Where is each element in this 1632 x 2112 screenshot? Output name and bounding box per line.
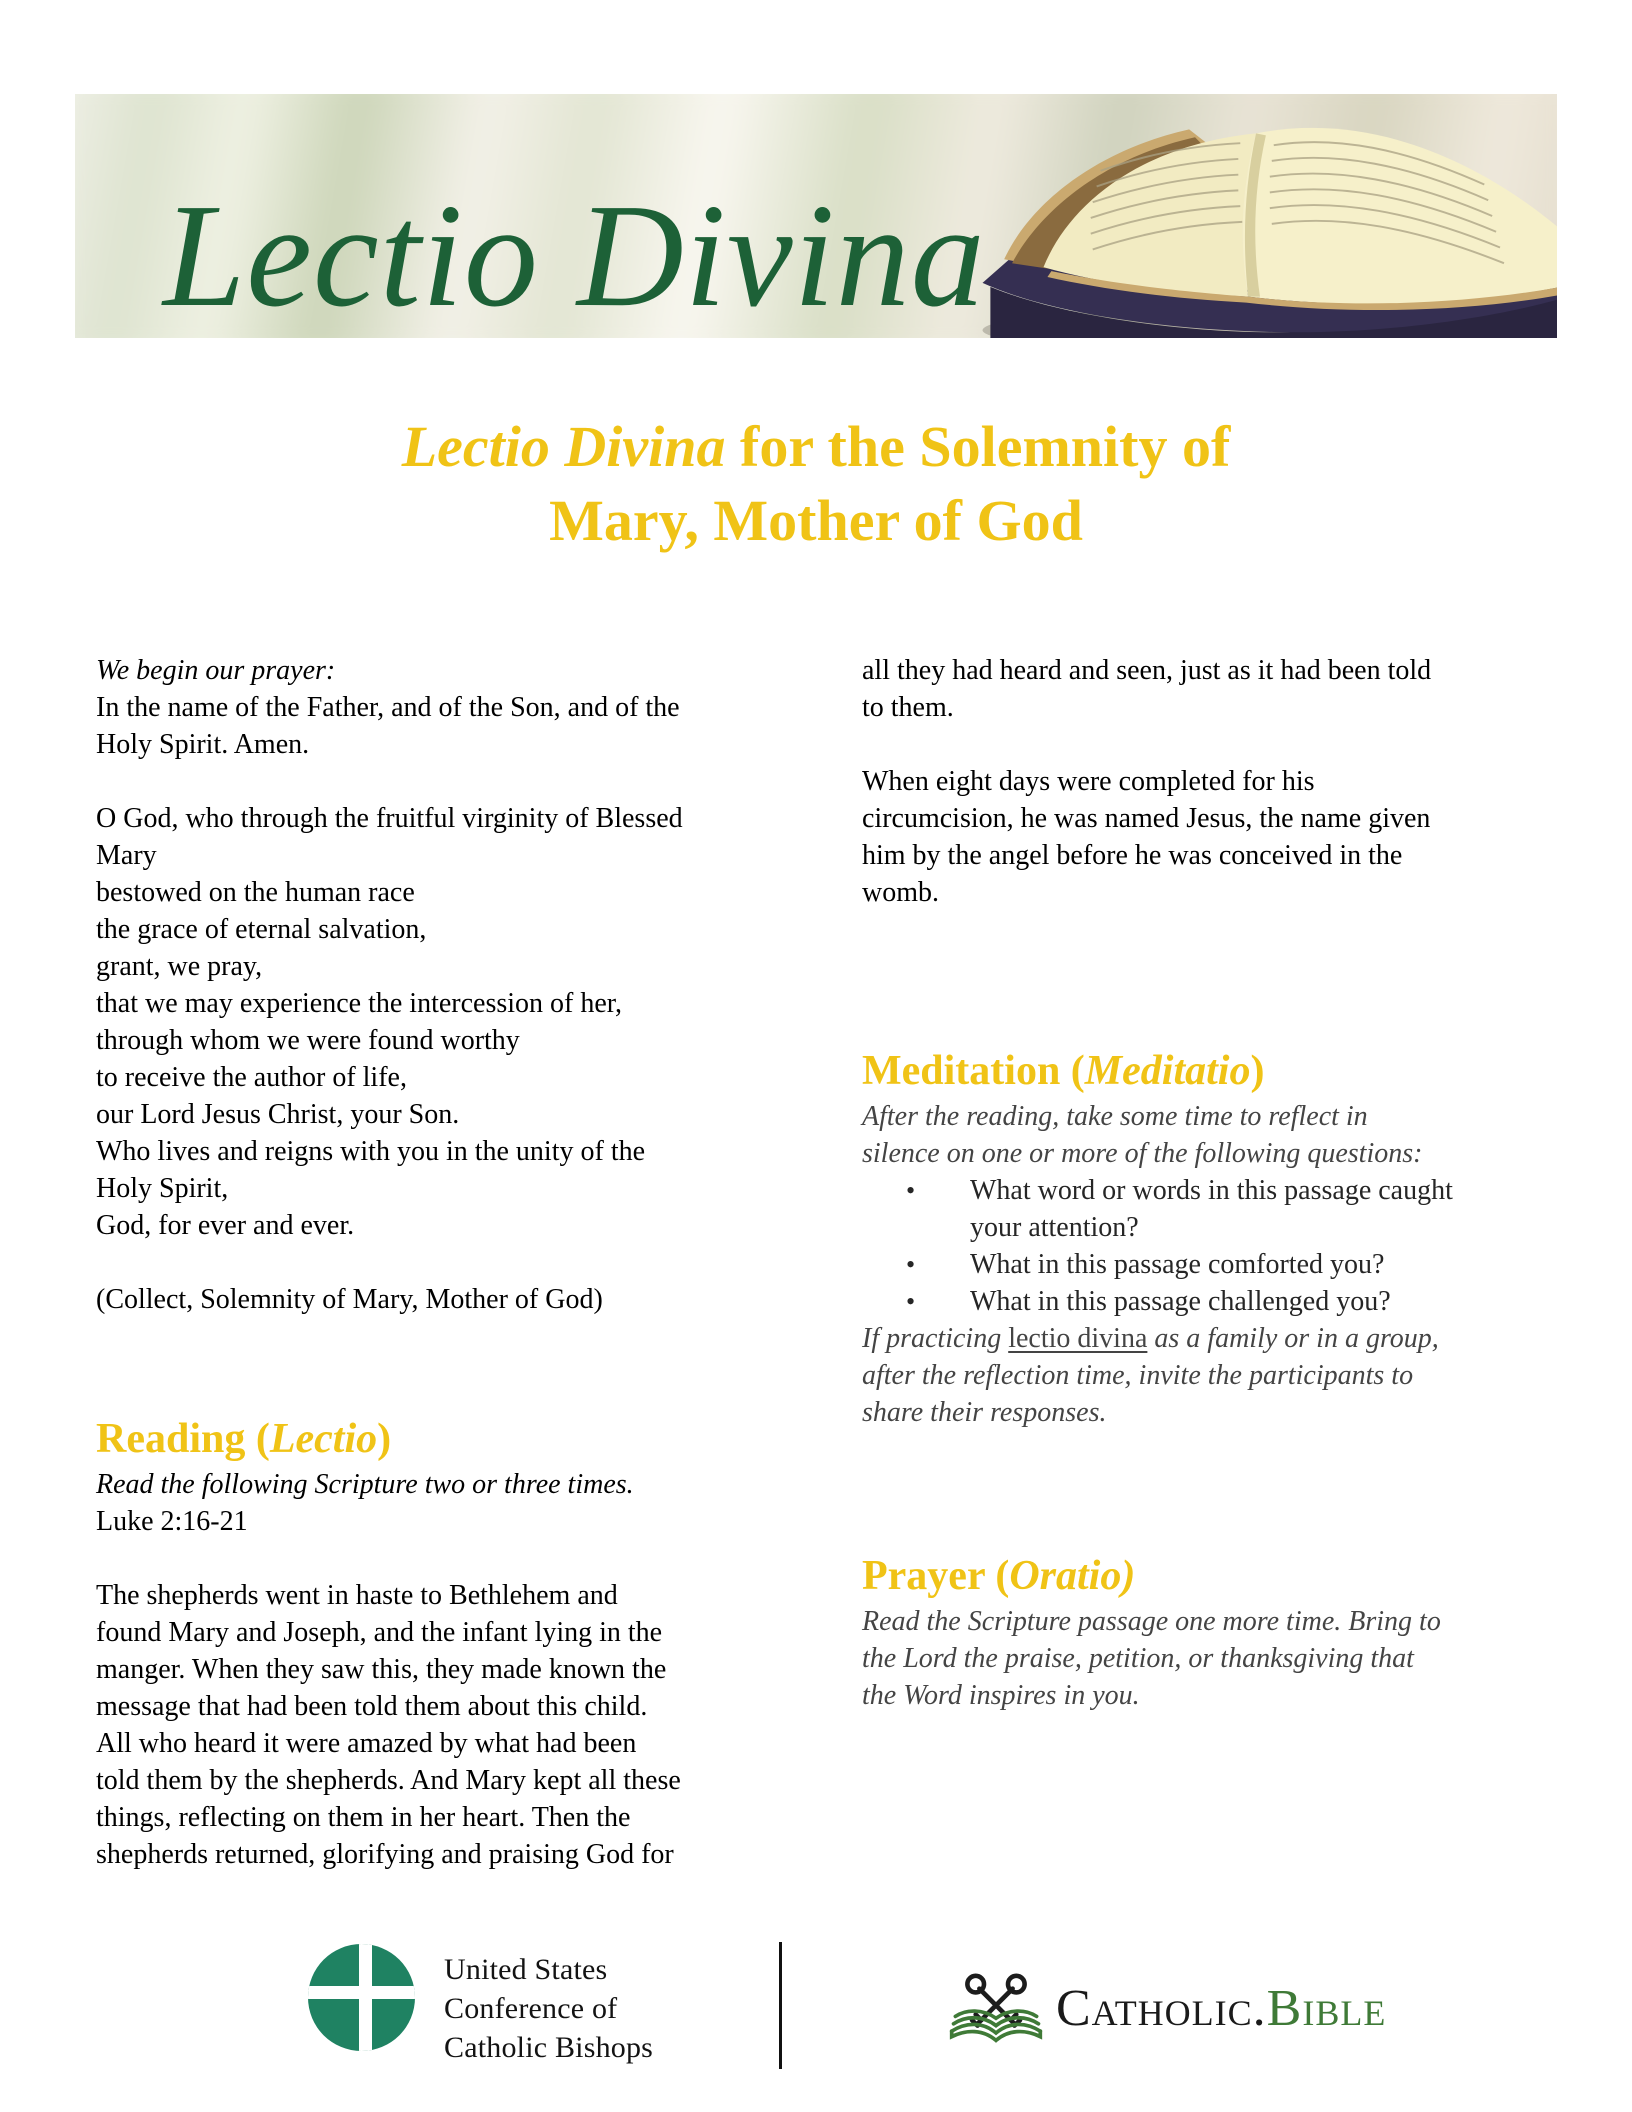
meditation-heading-suffix: ) — [1250, 1048, 1265, 1094]
usccb-line: United States — [444, 1953, 608, 1986]
blank-line — [96, 1540, 796, 1577]
bullet-text — [970, 1283, 1562, 1320]
meditation-bullet-item — [862, 1172, 1562, 1246]
prayer-heading — [862, 1551, 1562, 1601]
page-title-line1 — [0, 410, 1632, 484]
reading-line: all they had heard and seen, just as it had been told — [862, 655, 1432, 686]
reading-line: circumcision, he was named Jesus, the name given — [862, 803, 1431, 834]
prayer-intro: We begin our prayer: — [96, 655, 336, 686]
usccb-wordmark — [444, 1950, 653, 2067]
prayer-line: Holy Spirit. Amen. — [96, 729, 310, 760]
catholic-bible-logo — [948, 1964, 1386, 2054]
bullet-line: What word or words in this passage caught — [970, 1175, 1453, 1206]
prayer-body-line: the Lord the praise, petition, or thanksgiving that — [862, 1643, 1414, 1674]
group-note-underlined-term: lectio divina — [1008, 1323, 1148, 1354]
meditation-intro-line: After the reading, take some time to reflect in — [862, 1101, 1368, 1132]
page-title-italic: Lectio Divina — [401, 414, 726, 479]
bullet-icon: • — [906, 1250, 916, 1279]
collect-line: Mary — [96, 840, 157, 871]
bullet-text — [970, 1246, 1562, 1283]
bullet-line: What in this passage comforted you? — [970, 1249, 1385, 1280]
usccb-cross-circle-icon — [308, 1944, 415, 2051]
collect-source-note: (Collect, Solemnity of Mary, Mother of God) — [96, 1284, 603, 1315]
collect-line: bestowed on the human race — [96, 877, 415, 908]
group-note-line — [862, 1320, 1562, 1357]
reading-line: told them by the shepherds. And Mary kept all these — [96, 1765, 681, 1796]
reading-heading-latin: Lectio — [269, 1416, 378, 1462]
collect-line: our Lord Jesus Christ, your Son. — [96, 1099, 460, 1130]
reading-line: found Mary and Joseph, and the infant lying in the — [96, 1617, 663, 1648]
banner-wordmark: Lectio Divina — [163, 174, 986, 338]
catholic-wordpart: Catholic. — [1056, 1980, 1267, 2037]
reading-line: All who heard it were amazed by what had been — [96, 1728, 637, 1759]
open-bible-photo — [951, 94, 1557, 338]
page-title-line2: Mary, Mother of God — [549, 488, 1083, 553]
footer-divider — [779, 1942, 782, 2069]
bullet-line: your attention? — [970, 1212, 1139, 1243]
meditation-heading — [862, 1046, 1562, 1096]
cross-horizontal-bar — [308, 1986, 415, 1999]
group-note-line: share their responses. — [862, 1397, 1107, 1428]
page-title-rest: for the Solemnity of — [725, 414, 1231, 479]
left-column — [96, 652, 796, 1873]
blank-line — [862, 726, 1562, 763]
group-note-line: after the reflection time, invite the participants to — [862, 1360, 1414, 1391]
bible-wordpart: Bible — [1266, 1980, 1387, 2037]
meditation-bullet-item — [862, 1283, 1562, 1320]
reading-heading-suffix: ) — [377, 1416, 392, 1462]
reading-heading — [96, 1414, 796, 1464]
prayer-body-line: Read the Scripture passage one more time. Bring to — [862, 1606, 1441, 1637]
right-column — [862, 652, 1562, 1714]
collect-line: Holy Spirit, — [96, 1173, 229, 1204]
prayer-heading-latin: Oratio) — [1009, 1553, 1136, 1599]
meditation-bullet-item — [862, 1246, 1562, 1283]
book-and-keys-icon — [948, 1968, 1044, 2050]
collect-line: grant, we pray, — [96, 951, 263, 982]
reading-line: him by the angel before he was conceived in the — [862, 840, 1403, 871]
usccb-line: Catholic Bishops — [444, 2031, 654, 2064]
collect-line: Who lives and reigns with you in the unity of the — [96, 1136, 646, 1167]
bullet-line: What in this passage challenged you? — [970, 1286, 1391, 1317]
group-note-pre: If practicing — [862, 1323, 1009, 1354]
collect-line: to receive the author of life, — [96, 1062, 407, 1093]
bullet-icon: • — [906, 1287, 916, 1316]
reading-line: When eight days were completed for his — [862, 766, 1315, 797]
usccb-line: Conference of — [444, 1992, 618, 2025]
reading-line: womb. — [862, 877, 939, 908]
bullet-text — [970, 1172, 1562, 1246]
collect-line: God, for ever and ever. — [96, 1210, 355, 1241]
prayer-body-line: the Word inspires in you. — [862, 1680, 1140, 1711]
scripture-reference: Luke 2:16-21 — [96, 1506, 248, 1537]
reading-heading-prefix: Reading ( — [96, 1416, 270, 1462]
prayer-line: In the name of the Father, and of the Son, and of the — [96, 692, 680, 723]
collect-line: through whom we were found worthy — [96, 1025, 520, 1056]
bullet-icon: • — [906, 1176, 916, 1205]
blank-line — [96, 1244, 796, 1281]
prayer-heading-prefix: Prayer ( — [862, 1553, 1010, 1599]
header-banner — [75, 94, 1557, 338]
collect-line: the grace of eternal salvation, — [96, 914, 427, 945]
meditation-heading-latin: Meditatio — [1084, 1048, 1251, 1094]
catholic-bible-wordmark — [1056, 1964, 1386, 2054]
reading-line: message that had been told them about this child. — [96, 1691, 648, 1722]
reading-instruction: Read the following Scripture two or three times. — [96, 1469, 634, 1500]
reading-line: to them. — [862, 692, 954, 723]
group-note-post: as a family or in a group, — [1147, 1323, 1439, 1354]
meditation-intro-line: silence on one or more of the following questions: — [862, 1138, 1423, 1169]
reading-line: manger. When they saw this, they made known the — [96, 1654, 667, 1685]
reading-line: things, reflecting on them in her heart. Then the — [96, 1802, 631, 1833]
blank-line — [96, 763, 796, 800]
collect-line: that we may experience the intercession of her, — [96, 988, 622, 1019]
meditation-heading-prefix: Meditation ( — [862, 1048, 1085, 1094]
page-title — [0, 410, 1632, 558]
reading-line: shepherds returned, glorifying and praising God for — [96, 1839, 674, 1870]
collect-line: O God, who through the fruitful virginity of Blessed — [96, 803, 683, 834]
reading-line: The shepherds went in haste to Bethlehem and — [96, 1580, 618, 1611]
